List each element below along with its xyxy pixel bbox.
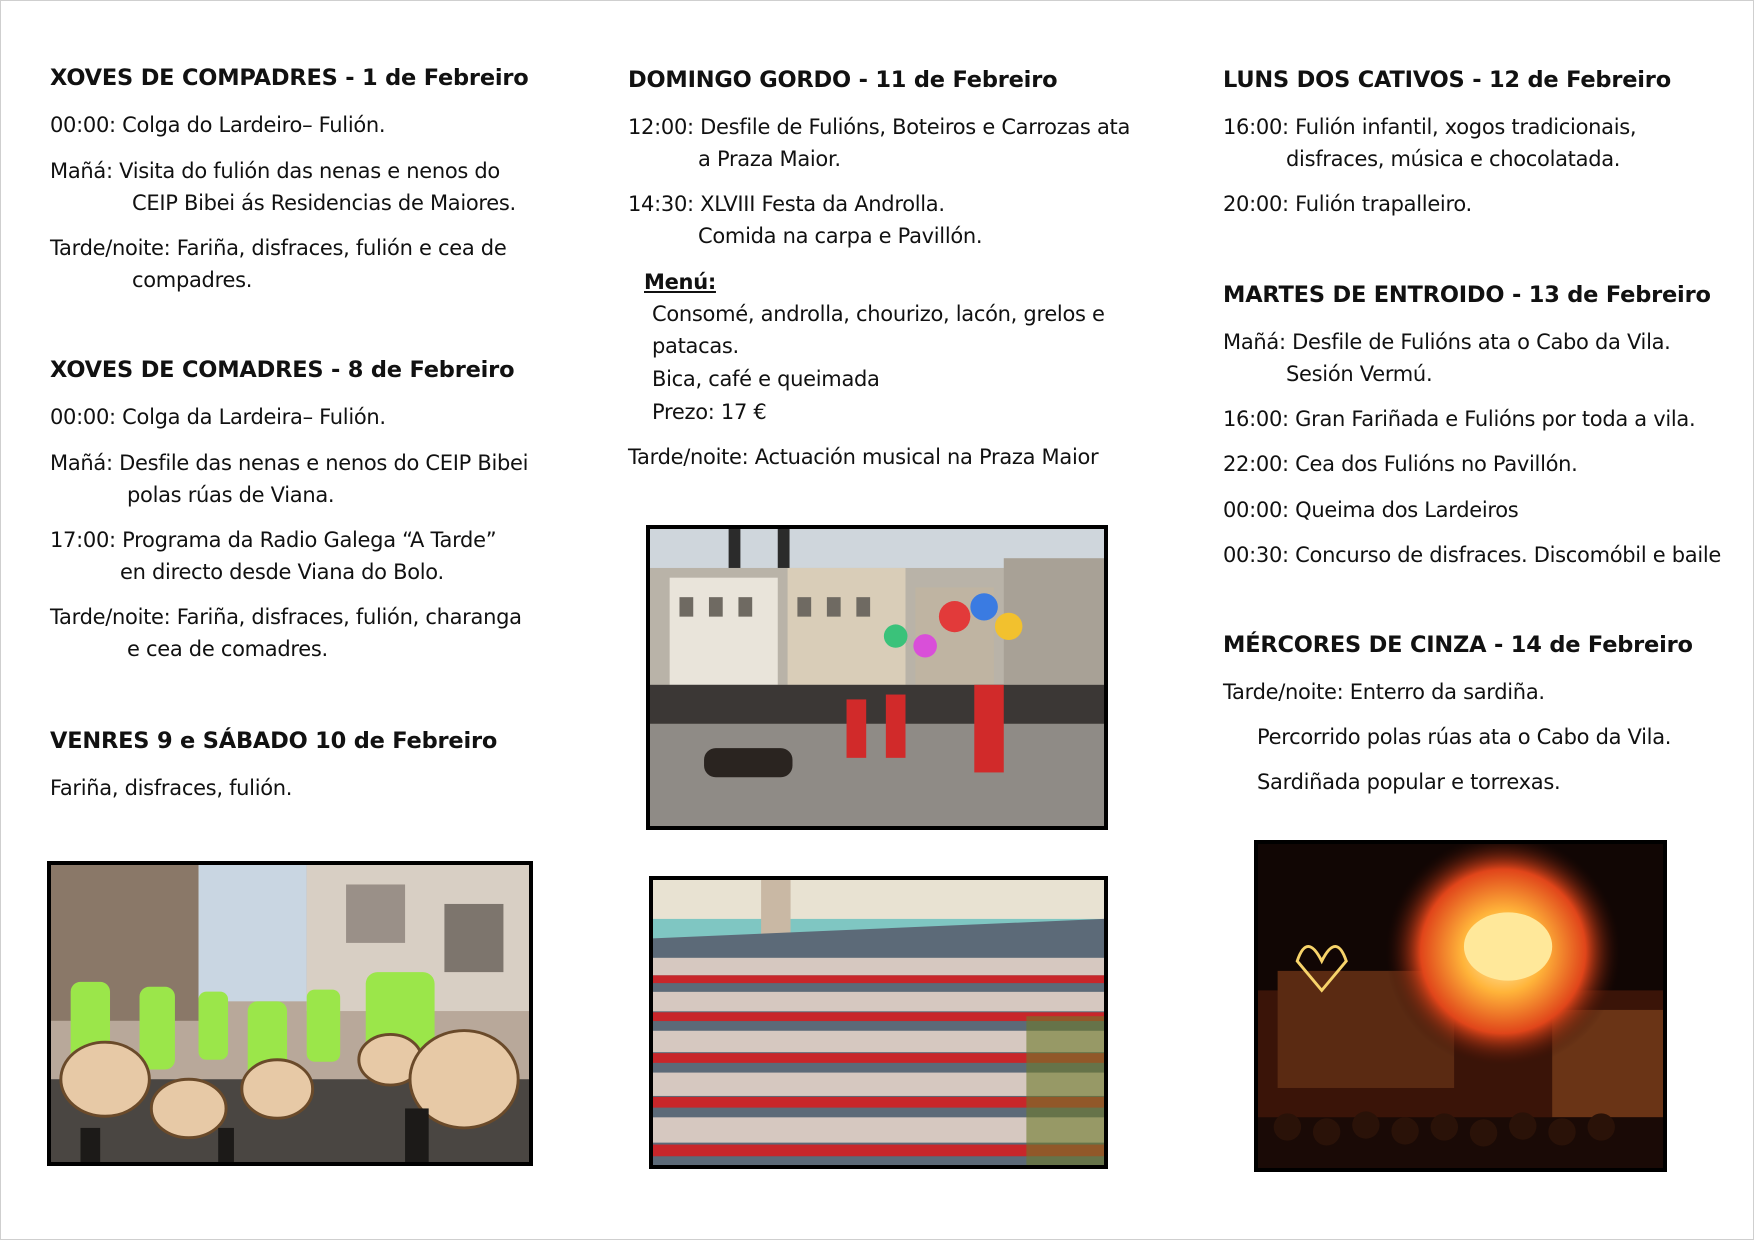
event-line: compadres.: [132, 268, 253, 292]
event-line: Sesión Vermú.: [1286, 362, 1433, 386]
event-line: Tarde/noite: Actuación musical na Praza Maior: [628, 445, 1099, 469]
event-line: Comida na carpa e Pavillón.: [698, 224, 983, 248]
menu-line: Bica, café e queimada: [652, 367, 880, 391]
event-line: Mañá: Visita do fulión das nenas e nenos do: [50, 159, 500, 183]
event-line: 00:00: Queima dos Lardeiros: [1223, 498, 1519, 522]
event-line: 22:00: Cea dos Fulións no Pavillón.: [1223, 452, 1578, 476]
drummers-parade-photo: [47, 861, 533, 1166]
menu-line: patacas.: [652, 334, 739, 358]
event-line: disfraces, música e chocolatada.: [1286, 147, 1621, 171]
event-line: Mañá: Desfile das nenas e nenos do CEIP Bibei: [50, 451, 529, 475]
event-line: 20:00: Fulión trapalleiro.: [1223, 192, 1472, 216]
section-heading: MÉRCORES DE CINZA - 14 de Febreiro: [1223, 632, 1693, 658]
event-line: polas rúas de Viana.: [127, 483, 335, 507]
event-line: Tarde/noite: Enterro da sardiña.: [1223, 680, 1545, 704]
event-line: 12:00: Desfile de Fulións, Boteiros e Carrozas ata: [628, 115, 1131, 139]
pavilion-banquet-photo: [649, 876, 1108, 1169]
event-line: 16:00: Fulión infantil, xogos tradicionais,: [1223, 115, 1637, 139]
plaza-fulions-photo: [646, 525, 1108, 830]
section-heading: DOMINGO GORDO - 11 de Febreiro: [628, 67, 1058, 93]
event-line: Percorrido polas rúas ata o Cabo da Vila.: [1257, 725, 1672, 749]
event-line: a Praza Maior.: [698, 147, 841, 171]
section-heading: XOVES DE COMADRES - 8 de Febreiro: [50, 357, 515, 383]
night-fire-photo: [1254, 840, 1667, 1172]
event-line: Tarde/noite: Fariña, disfraces, fulión, charanga: [50, 605, 522, 629]
event-line: 17:00: Programa da Radio Galega “A Tarde”: [50, 528, 497, 552]
event-line: Sardiñada popular e torrexas.: [1257, 770, 1561, 794]
event-line: e cea de comadres.: [127, 637, 328, 661]
section-heading: LUNS DOS CATIVOS - 12 de Febreiro: [1223, 67, 1671, 93]
menu-line: Prezo: 17 €: [652, 400, 767, 424]
event-line: en directo desde Viana do Bolo.: [120, 560, 444, 584]
event-line: CEIP Bibei ás Residencias de Maiores.: [132, 191, 516, 215]
event-line: 00:30: Concurso de disfraces. Discomóbil e baile: [1223, 543, 1722, 567]
section-heading: XOVES DE COMPADRES - 1 de Febreiro: [50, 65, 529, 91]
event-line: Mañá: Desfile de Fulións ata o Cabo da Vila.: [1223, 330, 1671, 354]
event-line: 00:00: Colga da Lardeira– Fulión.: [50, 405, 386, 429]
menu-title: Menú:: [644, 270, 716, 294]
menu-line: Consomé, androlla, chourizo, lacón, grelos e: [652, 302, 1105, 326]
event-line: 14:30: XLVIII Festa da Androlla.: [628, 192, 945, 216]
event-line: Fariña, disfraces, fulión.: [50, 776, 293, 800]
section-heading: MARTES DE ENTROIDO - 13 de Febreiro: [1223, 282, 1711, 308]
event-line: 00:00: Colga do Lardeiro– Fulión.: [50, 113, 386, 137]
section-heading: VENRES 9 e SÁBADO 10 de Febreiro: [50, 728, 498, 754]
event-line: Tarde/noite: Fariña, disfraces, fulión e cea de: [50, 236, 507, 260]
event-line: 16:00: Gran Fariñada e Fulións por toda a vila.: [1223, 407, 1696, 431]
